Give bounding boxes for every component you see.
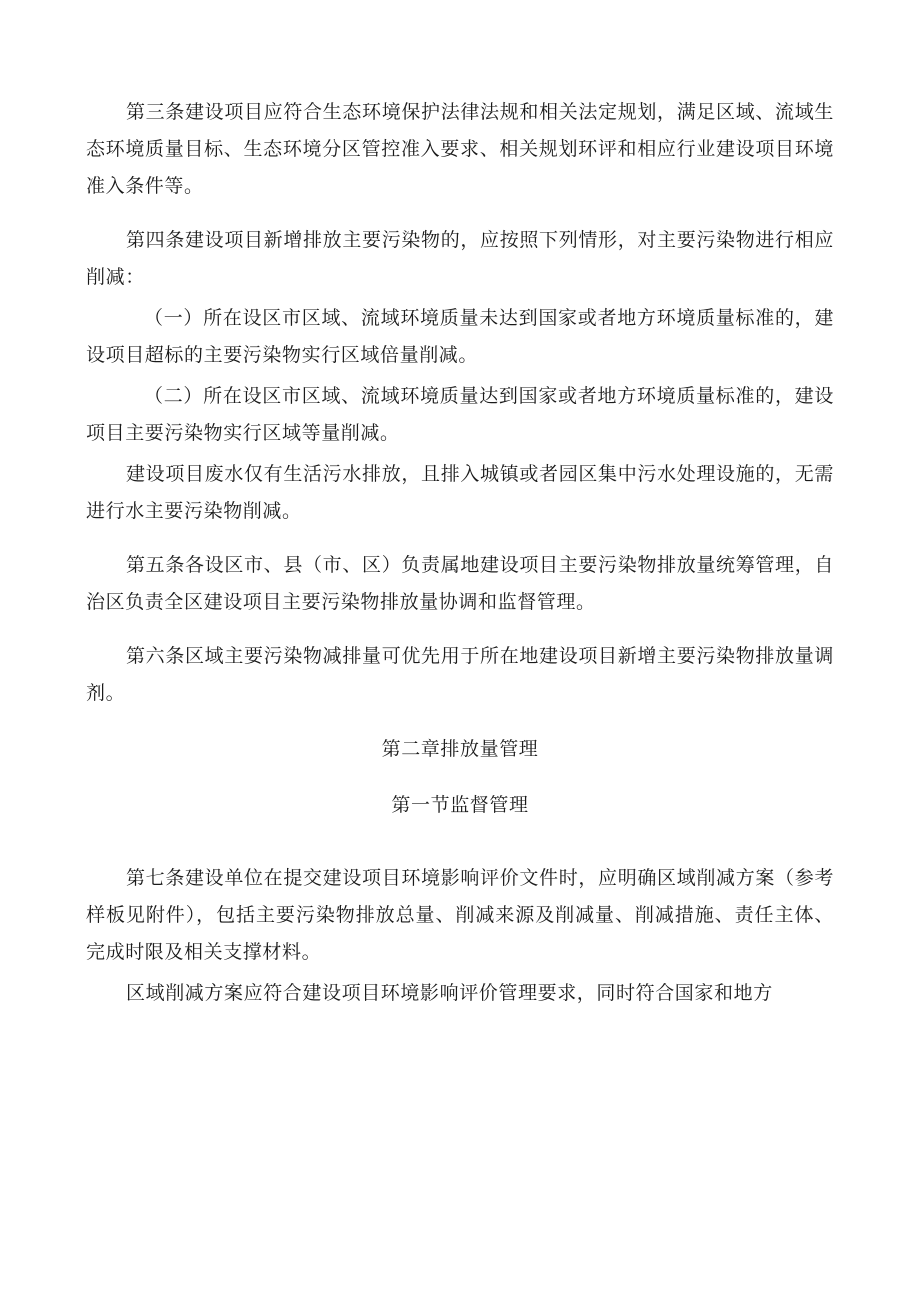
article-3-paragraph: 第三条建设项目应符合生态环境保护法律法规和相关法定规划，满足区域、流域生态环境质量目标、生态环境分区管控准入要求、相关规划环评和相应行业建设项目环境准入条件等。 <box>86 101 834 197</box>
article-5-paragraph: 第五条各设区市、县（市、区）负责属地建设项目主要污染物排放量统筹管理，自治区负责全区建设项目主要污染物排放量协调和监督管理。 <box>86 554 834 613</box>
document-body <box>86 94 834 1012</box>
article-4-item-1: （一）所在设区市区域、流域环境质量未达到国家或者地方环境质量标准的，建设项目超标的主要污染物实行区域倍量削减。 <box>86 307 834 366</box>
reduction-plan-paragraph: 区域削减方案应符合建设项目环境影响评价管理要求，同时符合国家和地方 <box>126 982 773 1004</box>
article-7-paragraph: 第七条建设单位在提交建设项目环境影响评价文件时，应明确区域削减方案（参考样板见附件），包括主要污染物排放总量、削减来源及削减量、削减措施、责任主体、完成时限及相关支撑材料。 <box>86 867 834 963</box>
section-title: 第一节监督管理 <box>391 794 529 816</box>
article-4-paragraph: 第四条建设项目新增排放主要污染物的，应按照下列情形，对主要污染物进行相应削减： <box>86 229 834 288</box>
wastewater-exemption-paragraph: 建设项目废水仅有生活污水排放，且排入城镇或者园区集中污水处理设施的，无需进行水主要污染物削减。 <box>86 463 834 522</box>
article-4-item-2: （二）所在设区市区域、流域环境质量达到国家或者地方环境质量标准的，建设项目主要污染物实行区域等量削减。 <box>86 385 834 444</box>
chapter-title: 第二章排放量管理 <box>381 738 539 760</box>
article-6-paragraph: 第六条区域主要污染物减排量可优先用于所在地建设项目新增主要污染物排放量调剂。 <box>86 645 834 704</box>
